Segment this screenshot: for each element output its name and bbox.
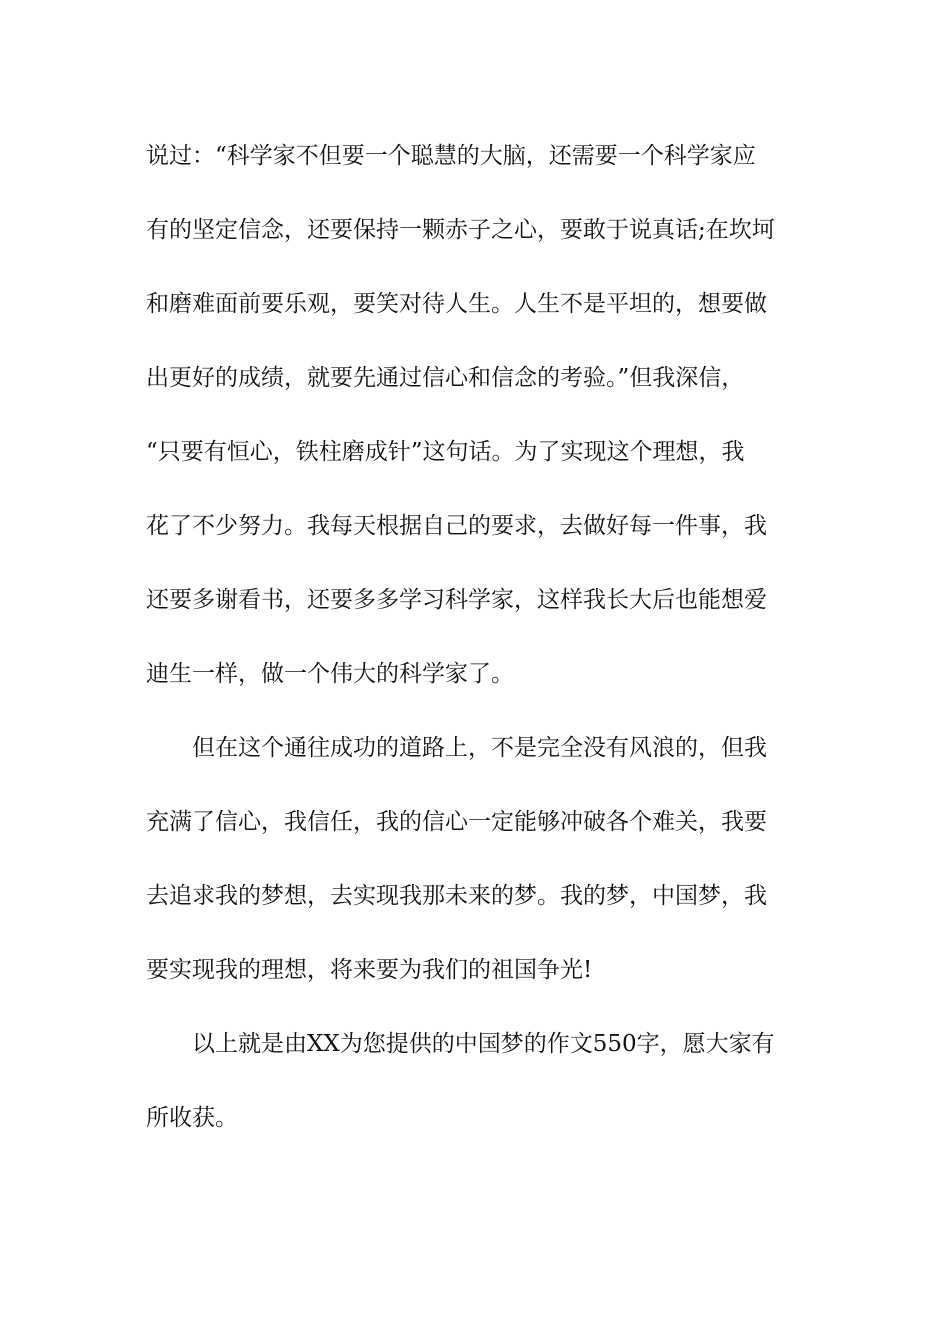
document-body xyxy=(146,119,816,1155)
text-line: “只要有恒心，铁柱磨成针”这句话。为了实现这个理想，我 xyxy=(146,439,745,465)
text-line: 花了不少努力。我每天根据自己的要求，去做好每一件事，我 xyxy=(146,513,767,539)
paragraph-start-line: 但在这个通往成功的道路上，不是完全没有风浪的，但我 xyxy=(192,735,767,761)
text-line: 还要多谢看书，还要多多学习科学家，这样我长大后也能想爱 xyxy=(146,587,767,613)
text-line: 所收获。 xyxy=(146,1105,238,1131)
text-line: 和磨难面前要乐观，要笑对待人生。人生不是平坦的，想要做 xyxy=(146,291,767,317)
text-line: 要实现我的理想，将来要为我们的祖国争光! xyxy=(146,957,593,983)
paragraph-start-line: 以上就是由XX为您提供的中国梦的作文550字，愿大家有 xyxy=(192,1031,775,1057)
text-line: 说过：“科学家不但要一个聪慧的大脑，还需要一个科学家应 xyxy=(146,143,756,169)
text-line: 有的坚定信念，还要保持一颗赤子之心，要敢于说真话;在坎坷 xyxy=(146,217,775,243)
text-line: 充满了信心，我信任，我的信心一定能够冲破各个难关，我要 xyxy=(146,809,767,835)
text-line: 去追求我的梦想，去实现我那未来的梦。我的梦，中国梦，我 xyxy=(146,883,767,909)
text-line: 迪生一样，做一个伟大的科学家了。 xyxy=(146,661,514,687)
text-line: 出更好的成绩，就要先通过信心和信念的考验。”但我深信， xyxy=(146,365,745,391)
